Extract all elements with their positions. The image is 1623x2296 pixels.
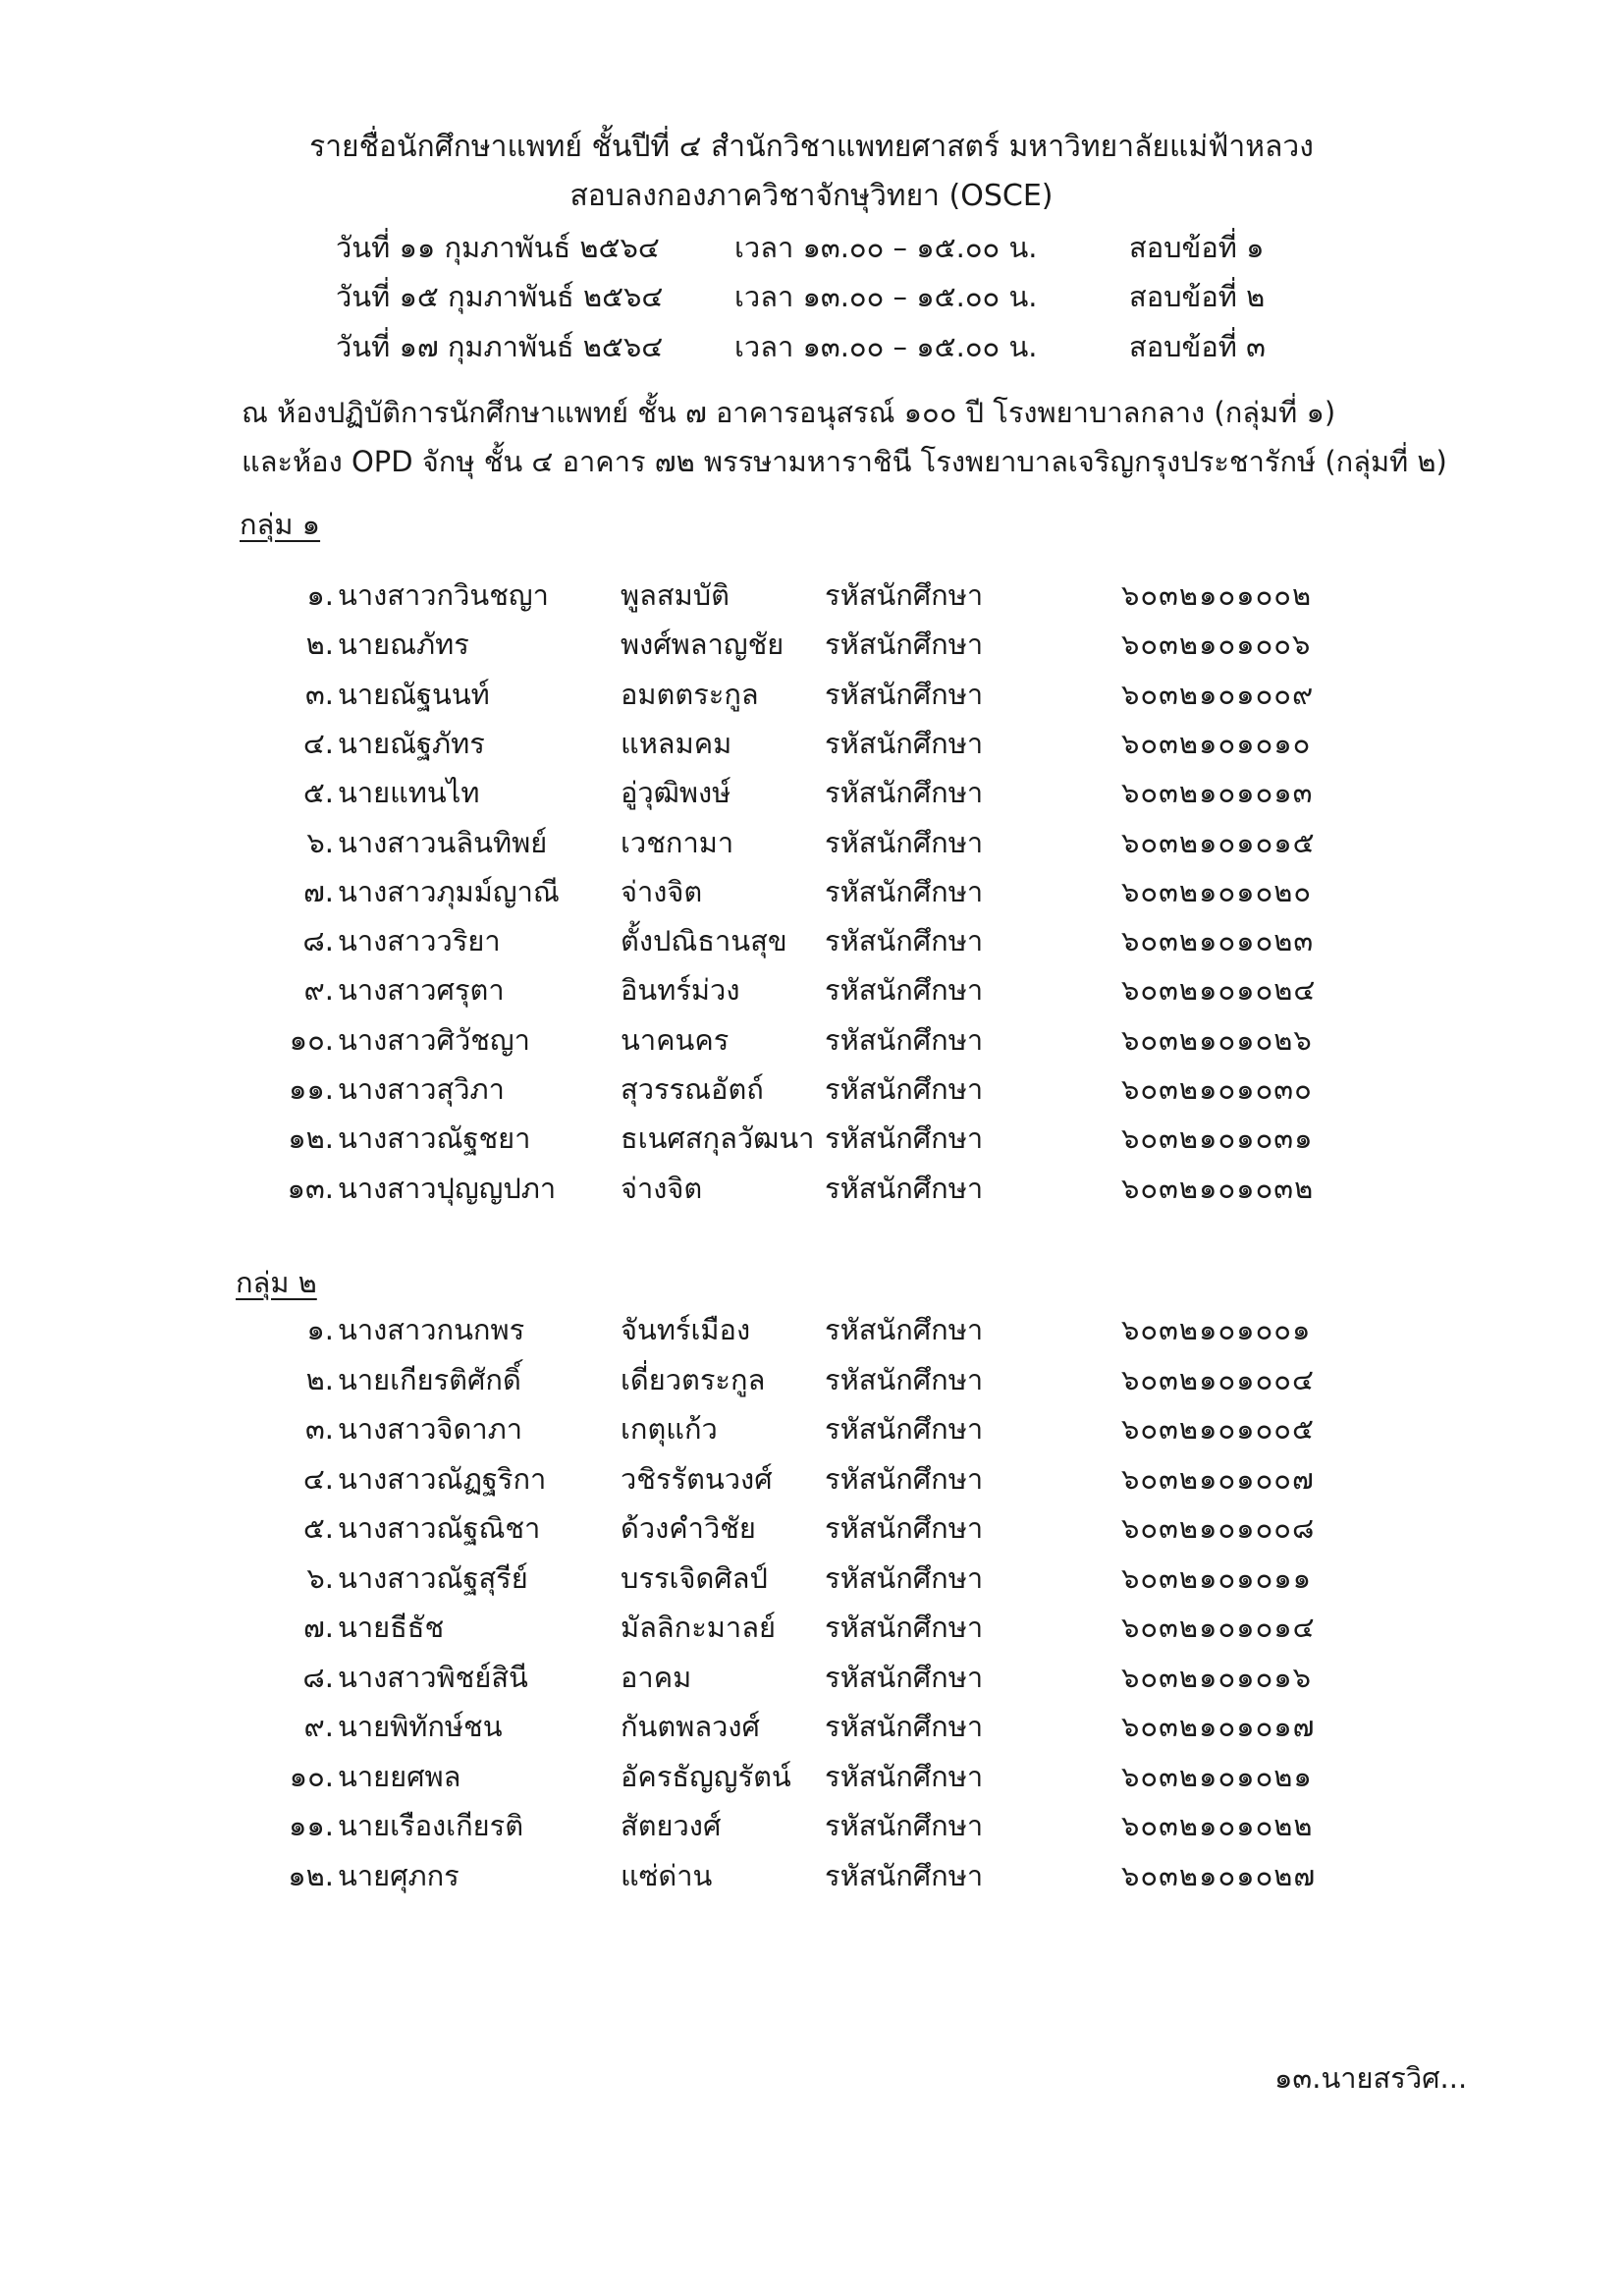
group-1-title: กลุ่ม ๑ xyxy=(240,508,321,541)
student-row xyxy=(0,677,1623,716)
student-row xyxy=(0,1312,1623,1351)
student-number: ๑๑. xyxy=(288,1809,334,1842)
student-number: ๔. xyxy=(302,1461,334,1496)
student-id-label: รหัสนักศึกษา xyxy=(825,628,984,662)
student-row xyxy=(0,1461,1623,1501)
student-number: ๖. xyxy=(306,1560,334,1595)
student-row xyxy=(0,1610,1623,1649)
student-id: ๖๐๓๒๑๐๑๐๑๔ xyxy=(1121,1611,1316,1644)
student-last-name: จันทร์เมือง xyxy=(621,1313,751,1346)
student-last-name: อัครธัญญรัตน์ xyxy=(621,1759,791,1793)
student-number: ๑. xyxy=(306,1313,334,1346)
student-row xyxy=(0,1759,1623,1798)
student-id: ๖๐๓๒๑๐๑๐๒๒ xyxy=(1121,1809,1314,1842)
student-id: ๖๐๓๒๑๐๑๐๐๘ xyxy=(1121,1511,1316,1545)
student-last-name: นาคนคร xyxy=(621,1022,730,1057)
student-number: ๔. xyxy=(302,726,334,760)
student-id-label: รหัสนักศึกษา xyxy=(825,1560,984,1595)
student-first-name: นางสาวศิวัชญา xyxy=(338,1022,530,1057)
student-row xyxy=(0,874,1623,913)
student-number: ๘. xyxy=(302,924,334,958)
student-number: ๕. xyxy=(302,776,334,810)
student-first-name: นายแทนไท xyxy=(338,776,480,810)
student-last-name: พูลสมบัติ xyxy=(621,578,730,612)
student-number: ๑๒. xyxy=(288,1858,334,1892)
student-row xyxy=(0,1510,1623,1550)
student-number: ๑๒. xyxy=(288,1121,334,1156)
student-id-label: รหัสนักศึกษา xyxy=(825,1710,984,1743)
student-id: ๖๐๓๒๑๐๑๐๑๓ xyxy=(1121,776,1314,810)
student-last-name: บรรเจิดศิลป์ xyxy=(621,1560,768,1595)
student-number: ๑๑. xyxy=(288,1072,334,1106)
student-last-name: อาคม xyxy=(621,1660,692,1694)
student-row xyxy=(0,1071,1623,1111)
student-first-name: นางสาวณัฏฐริกา xyxy=(338,1461,547,1496)
student-last-name: อมตตระกูล xyxy=(621,677,759,711)
student-id-label: รหัสนักศึกษา xyxy=(825,924,984,958)
student-last-name: เวชกามา xyxy=(621,825,734,859)
student-last-name: ตั้งปณิธานสุข xyxy=(621,924,787,958)
student-number: ๑๐. xyxy=(289,1022,334,1057)
student-row xyxy=(0,825,1623,864)
group-2-title: กลุ่ม ๒ xyxy=(236,1266,317,1299)
student-id: ๖๐๓๒๑๐๑๐๐๙ xyxy=(1121,677,1315,711)
student-row xyxy=(0,1411,1623,1450)
student-row xyxy=(0,1560,1623,1600)
student-number: ๙. xyxy=(303,973,334,1008)
student-first-name: นางสาวกนกพร xyxy=(338,1313,525,1346)
student-number: ๑๐. xyxy=(289,1759,334,1793)
student-id-label: รหัสนักศึกษา xyxy=(825,578,984,612)
student-last-name: พงศ์พลาญชัย xyxy=(621,628,784,662)
student-last-name: จ่างจิต xyxy=(621,1171,703,1205)
student-id-label: รหัสนักศึกษา xyxy=(825,776,984,810)
student-id: ๖๐๓๒๑๐๑๐๒๐ xyxy=(1121,874,1313,908)
student-id-label: รหัสนักศึกษา xyxy=(825,1858,984,1892)
student-first-name: นายเรืองเกียรติ xyxy=(338,1809,524,1842)
student-id: ๖๐๓๒๑๐๑๐๐๔ xyxy=(1121,1362,1315,1396)
student-id-label: รหัสนักศึกษา xyxy=(825,1072,984,1106)
student-row xyxy=(0,627,1623,666)
student-id: ๖๐๓๒๑๐๑๐๑๐ xyxy=(1121,726,1312,760)
student-first-name: นางสาวนลินทิพย์ xyxy=(338,825,548,859)
student-id-label: รหัสนักศึกษา xyxy=(825,1511,984,1545)
student-id-label: รหัสนักศึกษา xyxy=(825,1412,984,1446)
student-first-name: นายยศพล xyxy=(338,1759,461,1793)
student-id: ๖๐๓๒๑๐๑๐๐๒ xyxy=(1121,578,1313,612)
document-title: รายชื่อนักศึกษาแพทย์ ชั้นปีที่ ๔ สำนักวิชาแพทยศาสตร์ มหาวิทยาลัยแม่ฟ้าหลวง xyxy=(309,130,1314,164)
student-row xyxy=(0,1121,1623,1160)
student-id: ๖๐๓๒๑๐๑๐๐๖ xyxy=(1121,628,1312,662)
document-subtitle: สอบลงกองภาควิชาจักษุวิทยา (OSCE) xyxy=(569,179,1054,213)
student-number: ๙. xyxy=(303,1710,334,1743)
student-id-label: รหัสนักศึกษา xyxy=(825,1022,984,1057)
student-id: ๖๐๓๒๑๐๑๐๓๐ xyxy=(1121,1072,1313,1106)
student-number: ๕. xyxy=(302,1511,334,1545)
student-row xyxy=(0,1709,1623,1748)
student-id-label: รหัสนักศึกษา xyxy=(825,1759,984,1793)
student-first-name: นายณัฐนนท์ xyxy=(338,677,490,711)
schedule-date: วันที่ ๑๕ กุมภาพันธ์ ๒๕๖๔ xyxy=(336,280,664,313)
student-last-name: วชิรรัตนวงศ์ xyxy=(621,1461,773,1496)
student-first-name: นางสาวจิดาภา xyxy=(338,1412,523,1446)
student-last-name: กันตพลวงศ์ xyxy=(621,1710,760,1743)
student-number: ๑๓. xyxy=(287,1171,334,1205)
student-number: ๑. xyxy=(306,578,334,612)
student-id-label: รหัสนักศึกษา xyxy=(825,874,984,908)
student-row xyxy=(0,972,1623,1011)
student-id-label: รหัสนักศึกษา xyxy=(825,1362,984,1396)
student-first-name: นางสาวสุวิภา xyxy=(338,1072,505,1106)
student-number: ๗. xyxy=(302,874,334,908)
student-id-label: รหัสนักศึกษา xyxy=(825,1461,984,1496)
student-last-name: เกตุแก้ว xyxy=(621,1412,718,1446)
student-id: ๖๐๓๒๑๐๑๐๒๔ xyxy=(1121,973,1317,1008)
student-first-name: นายเกียรติศักดิ์ xyxy=(338,1362,521,1396)
student-number: ๓. xyxy=(304,1412,334,1446)
student-last-name: แซ่ด่าน xyxy=(621,1858,713,1892)
student-id: ๖๐๓๒๑๐๑๐๐๗ xyxy=(1121,1461,1315,1496)
student-first-name: นายพิทักษ์ชน xyxy=(338,1710,503,1743)
student-number: ๓. xyxy=(304,677,334,711)
student-id: ๖๐๓๒๑๐๑๐๑๗ xyxy=(1121,1710,1316,1743)
student-first-name: นางสาวพิชย์สินี xyxy=(338,1660,528,1694)
continuation-note: ๑๓.นายสรวิศ... xyxy=(1274,2061,1468,2095)
student-last-name: ธเนศสกุลวัฒนา xyxy=(621,1121,815,1156)
student-id: ๖๐๓๒๑๐๑๐๒๖ xyxy=(1121,1022,1313,1057)
schedule-exam: สอบข้อที่ ๒ xyxy=(1129,280,1266,313)
student-first-name: นางสาวณัฐสุรีย์ xyxy=(338,1560,528,1595)
student-id: ๖๐๓๒๑๐๑๐๐๕ xyxy=(1121,1412,1315,1446)
student-id-label: รหัสนักศึกษา xyxy=(825,1809,984,1842)
student-last-name: สุวรรณอัตถ์ xyxy=(621,1072,764,1106)
student-id-label: รหัสนักศึกษา xyxy=(825,677,984,711)
student-id-label: รหัสนักศึกษา xyxy=(825,1313,984,1346)
student-row xyxy=(0,775,1623,814)
student-last-name: แหลมคม xyxy=(621,726,732,760)
student-number: ๒. xyxy=(305,1362,334,1396)
schedule-date: วันที่ ๑๑ กุมภาพันธ์ ๒๕๖๔ xyxy=(336,231,660,264)
student-first-name: นางสาวณัฐชยา xyxy=(338,1121,531,1156)
student-id-label: รหัสนักศึกษา xyxy=(825,1660,984,1694)
student-id: ๖๐๓๒๑๐๑๐๑๖ xyxy=(1121,1660,1313,1694)
schedule-exam: สอบข้อที่ ๓ xyxy=(1129,330,1266,363)
student-id: ๖๐๓๒๑๐๑๐๑๑ xyxy=(1121,1560,1313,1595)
student-first-name: นางสาวกวินชญา xyxy=(338,578,549,612)
student-row xyxy=(0,577,1623,617)
student-number: ๖. xyxy=(306,825,334,859)
student-row xyxy=(0,1362,1623,1401)
student-row xyxy=(0,726,1623,765)
student-id-label: รหัสนักศึกษา xyxy=(825,1611,984,1644)
student-number: ๒. xyxy=(305,628,334,662)
student-first-name: นางสาวศรุตา xyxy=(338,973,505,1008)
student-first-name: นายณัฐภัทร xyxy=(338,726,485,760)
student-first-name: นางสาวณัฐณิชา xyxy=(338,1511,541,1545)
schedule-exam: สอบข้อที่ ๑ xyxy=(1129,231,1265,264)
student-id-label: รหัสนักศึกษา xyxy=(825,825,984,859)
student-last-name: อู่วุฒิพงษ์ xyxy=(621,776,731,810)
student-first-name: นายณภัทร xyxy=(338,628,469,662)
location-line-2: และห้อง OPD จักษุ ชั้น ๔ อาคาร ๗๒ พรรษามหาราชินี โรงพยาบาลเจริญกรุงประชารักษ์ (กลุ่มที่ ๒) xyxy=(242,445,1447,478)
student-first-name: นายธีธัช xyxy=(338,1611,445,1644)
schedule-time: เวลา ๑๓.๐๐ – ๑๕.๐๐ น. xyxy=(734,231,1038,264)
student-id: ๖๐๓๒๑๐๑๐๑๕ xyxy=(1121,825,1316,859)
student-id: ๖๐๓๒๑๐๑๐๒๓ xyxy=(1121,924,1315,958)
student-id-label: รหัสนักศึกษา xyxy=(825,726,984,760)
student-number: ๘. xyxy=(302,1660,334,1694)
student-row xyxy=(0,1022,1623,1062)
student-id: ๖๐๓๒๑๐๑๐๓๒ xyxy=(1121,1171,1315,1205)
student-row xyxy=(0,923,1623,962)
student-first-name: นางสาวปุญญปภา xyxy=(338,1171,557,1205)
schedule-date: วันที่ ๑๗ กุมภาพันธ์ ๒๕๖๔ xyxy=(336,330,664,363)
student-id: ๖๐๓๒๑๐๑๐๓๑ xyxy=(1121,1121,1314,1156)
location-line-1: ณ ห้องปฏิบัติการนักศึกษาแพทย์ ชั้น ๗ อาคารอนุสรณ์ ๑๐๐ ปี โรงพยาบาลกลาง (กลุ่มที่ ๑) xyxy=(242,396,1336,429)
schedule-time: เวลา ๑๓.๐๐ – ๑๕.๐๐ น. xyxy=(734,330,1038,363)
student-id-label: รหัสนักศึกษา xyxy=(825,1121,984,1156)
student-id: ๖๐๓๒๑๐๑๐๒๑ xyxy=(1121,1759,1313,1793)
student-first-name: นางสาววริยา xyxy=(338,924,501,958)
student-id: ๖๐๓๒๑๐๑๐๒๗ xyxy=(1121,1858,1317,1892)
student-id: ๖๐๓๒๑๐๑๐๐๑ xyxy=(1121,1313,1312,1346)
student-first-name: นางสาวภุมม์ญาณี xyxy=(338,874,560,908)
student-last-name: ด้วงคำวิชัย xyxy=(621,1511,756,1545)
student-number: ๗. xyxy=(302,1611,334,1644)
student-last-name: มัลลิกะมาลย์ xyxy=(621,1611,776,1644)
student-row xyxy=(0,1660,1623,1699)
student-first-name: นายศุภกร xyxy=(338,1858,460,1892)
student-row xyxy=(0,1171,1623,1210)
student-last-name: เดี่ยวตระกูล xyxy=(621,1362,766,1396)
student-id-label: รหัสนักศึกษา xyxy=(825,1171,984,1205)
student-row xyxy=(0,1858,1623,1897)
schedule-time: เวลา ๑๓.๐๐ – ๑๕.๐๐ น. xyxy=(734,280,1038,313)
student-last-name: สัตยวงศ์ xyxy=(621,1809,722,1842)
student-last-name: จ่างจิต xyxy=(621,874,703,908)
student-row xyxy=(0,1808,1623,1847)
student-last-name: อินทร์ม่วง xyxy=(621,973,740,1008)
student-id-label: รหัสนักศึกษา xyxy=(825,973,984,1008)
